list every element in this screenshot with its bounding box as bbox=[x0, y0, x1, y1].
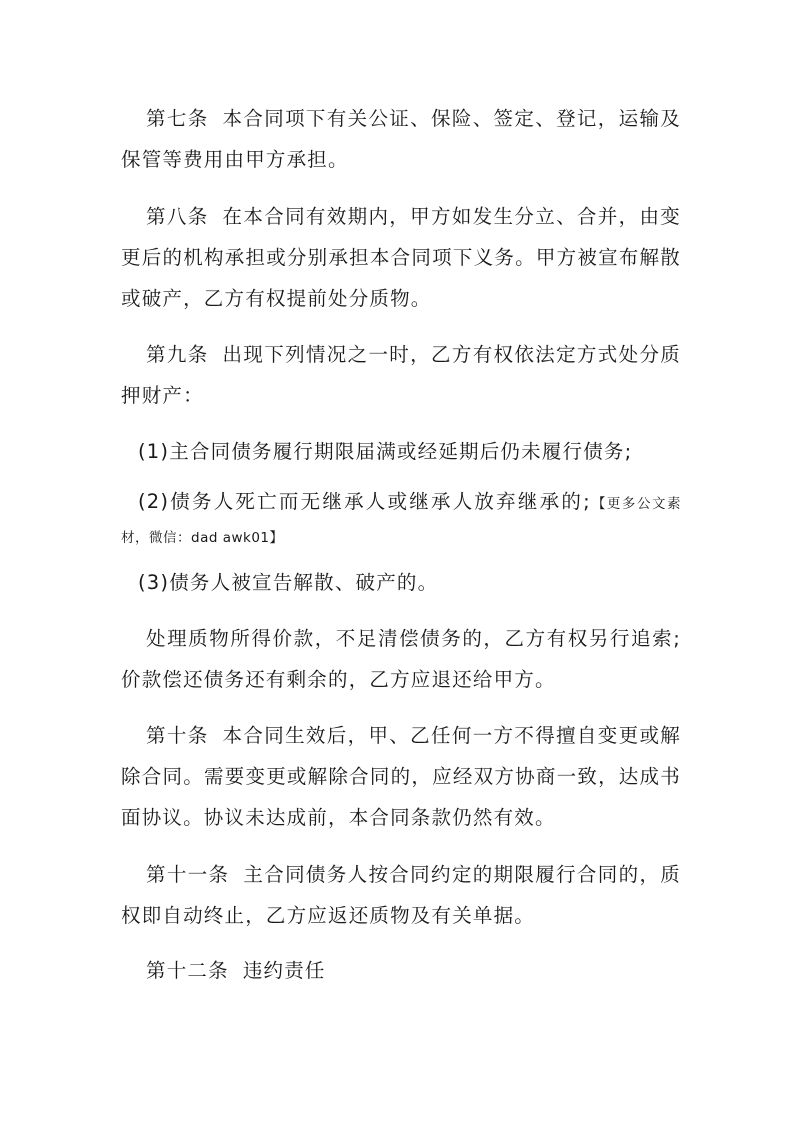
article-12 bbox=[121, 950, 681, 991]
article-10-text: 本合同生效后，甲、乙任何一方不得擅自变更或解除合同。需要变更或解除合同的，应经双方协商一致，达成书面协议。协议未达成前，本合同条款仍然有效。 bbox=[121, 724, 681, 829]
article-11-label: 第十一条 bbox=[146, 863, 230, 886]
article-8 bbox=[121, 196, 681, 319]
article-12-label: 第十二条 bbox=[146, 959, 229, 982]
article-10 bbox=[121, 715, 681, 838]
article-10-label: 第十条 bbox=[146, 724, 209, 747]
proceeds-paragraph bbox=[121, 618, 681, 700]
list-item-2-text: (2)债务人死亡而无继承人或继承人放弃继承的; bbox=[138, 490, 591, 513]
list-item-1-text: (1)主合同债务履行期限届满或经延期后仍未履行债务; bbox=[138, 440, 633, 463]
article-8-label: 第八条 bbox=[146, 205, 209, 228]
list-item-3-text: (3)债务人被宣告解散、破产的。 bbox=[138, 571, 439, 594]
promo-note: 【更多公文素材，微信：dad awk01】 bbox=[121, 496, 682, 546]
article-7-label: 第七条 bbox=[146, 107, 209, 130]
article-9 bbox=[121, 334, 681, 416]
article-11-text: 主合同债务人按合同约定的期限履行合同的，质权即自动终止，乙方应返还质物及有关单据。 bbox=[121, 863, 681, 927]
article-9-label: 第九条 bbox=[146, 343, 209, 366]
list-item-2 bbox=[121, 486, 681, 554]
list-item-1 bbox=[121, 431, 681, 472]
article-11 bbox=[121, 854, 681, 936]
proceeds-text: 处理质物所得价款，不足清偿债务的，乙方有权另行追索;价款偿还债务还有剩余的，乙方应退还给甲方。 bbox=[121, 627, 681, 691]
article-7-text: 本合同项下有关公证、保险、签定、登记，运输及保管等费用由甲方承担。 bbox=[121, 107, 681, 171]
article-9-text: 出现下列情况之一时，乙方有权依法定方式处分质押财产： bbox=[121, 343, 681, 407]
list-item-3 bbox=[121, 562, 681, 603]
article-12-text: 违约责任 bbox=[242, 959, 326, 982]
article-7 bbox=[121, 98, 681, 180]
article-8-text: 在本合同有效期内，甲方如发生分立、合并，由变更后的机构承担或分别承担本合同项下义务。甲方被宣布解散或破产，乙方有权提前处分质物。 bbox=[121, 205, 681, 310]
